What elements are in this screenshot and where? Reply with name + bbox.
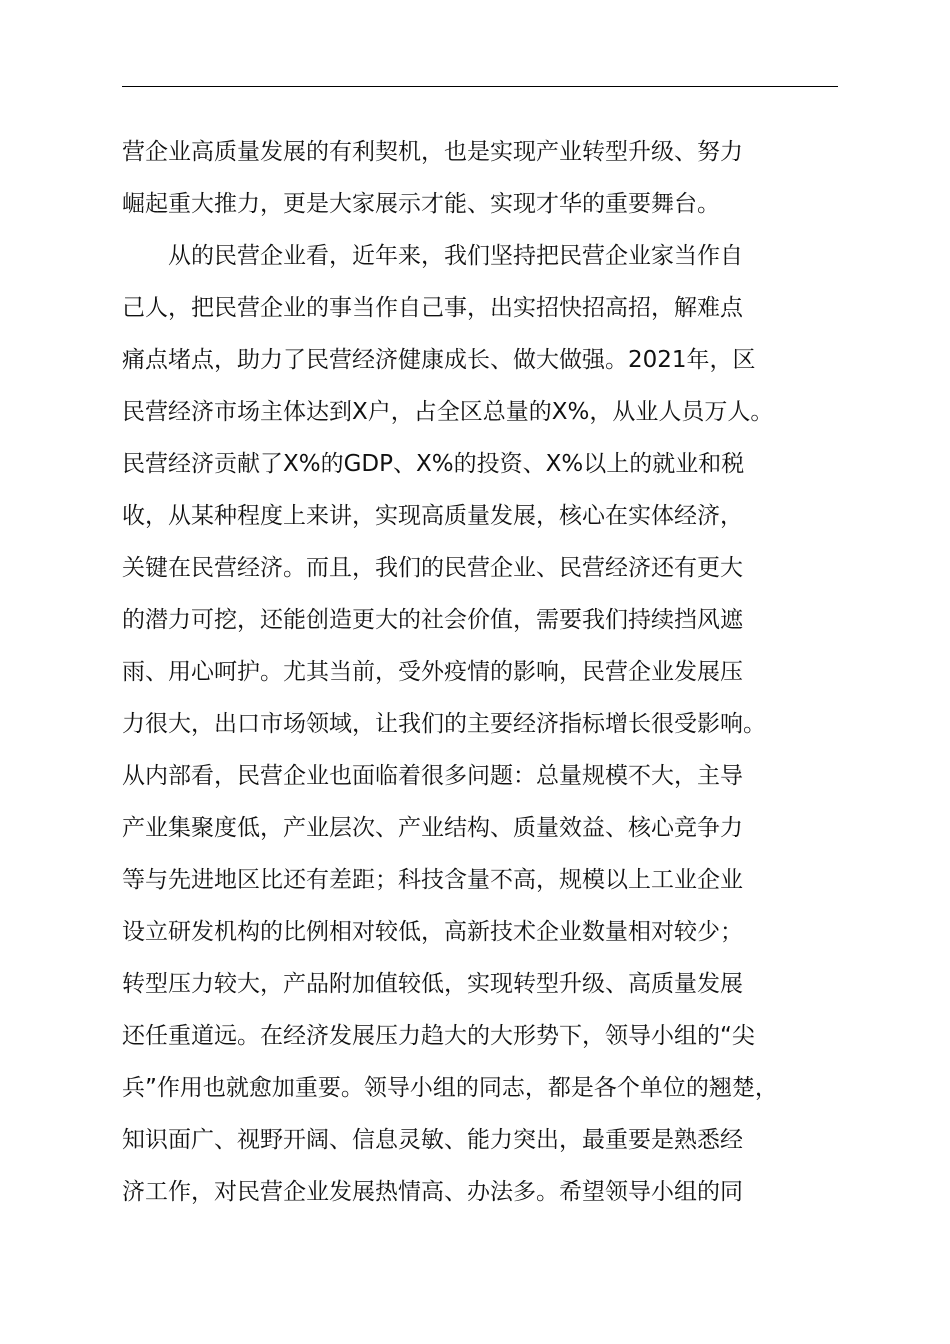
text-line: 转型压力较大，产品附加值较低，实现转型升级、高质量发展 (122, 971, 743, 997)
text-line: 民营经济贡献了X%的GDP、X%的投资、X%以上的就业和税 (122, 451, 745, 477)
text-line: 从的民营企业看，近年来，我们坚持把民营企业家当作自 (122, 243, 743, 269)
text-line: 从内部看，民营企业也面临着很多问题：总量规模不大，主导 (122, 763, 743, 789)
text-line: 设立研发机构的比例相对较低，高新技术企业数量相对较少； (122, 919, 743, 945)
text-line: 雨、用心呵护。尤其当前，受外疫情的影响，民营企业发展压 (122, 659, 743, 685)
text-line: 力很大，出口市场领域，让我们的主要经济指标增长很受影响。 (122, 711, 766, 737)
text-line: 产业集聚度低，产业层次、产业结构、质量效益、核心竞争力 (122, 815, 743, 841)
text-line: 济工作，对民营企业发展热情高、办法多。希望领导小组的同 (122, 1179, 743, 1205)
text-line: 等与先进地区比还有差距；科技含量不高，规模以上工业企业 (122, 867, 743, 893)
text-line: 还任重道远。在经济发展压力趋大的大形势下，领导小组的“尖 (122, 1023, 755, 1049)
header-rule (122, 86, 838, 87)
body-text (122, 126, 862, 1218)
text-line: 的潜力可挖，还能创造更大的社会价值，需要我们持续挡风遮 (122, 607, 743, 633)
text-line: 民营经济市场主体达到X户，占全区总量的X%，从业人员万人。 (122, 399, 774, 425)
text-line: 知识面广、视野开阔、信息灵敏、能力突出，最重要是熟悉经 (122, 1127, 743, 1153)
text-line: 关键在民营经济。而且，我们的民营企业、民营经济还有更大 (122, 555, 743, 581)
text-line: 收，从某种程度上来讲，实现高质量发展，核心在实体经济， (122, 503, 743, 529)
text-line: 己人，把民营企业的事当作自己事，出实招快招高招，解难点 (122, 295, 743, 321)
text-line: 痛点堵点，助力了民营经济健康成长、做大做强。2021年，区 (122, 347, 756, 373)
text-line: 兵”作用也就愈加重要。领导小组的同志，都是各个单位的翘楚， (122, 1075, 778, 1101)
text-line: 崛起重大推力，更是大家展示才能、实现才华的重要舞台。 (122, 191, 720, 217)
text-line: 营企业高质量发展的有利契机，也是实现产业转型升级、努力 (122, 139, 743, 165)
